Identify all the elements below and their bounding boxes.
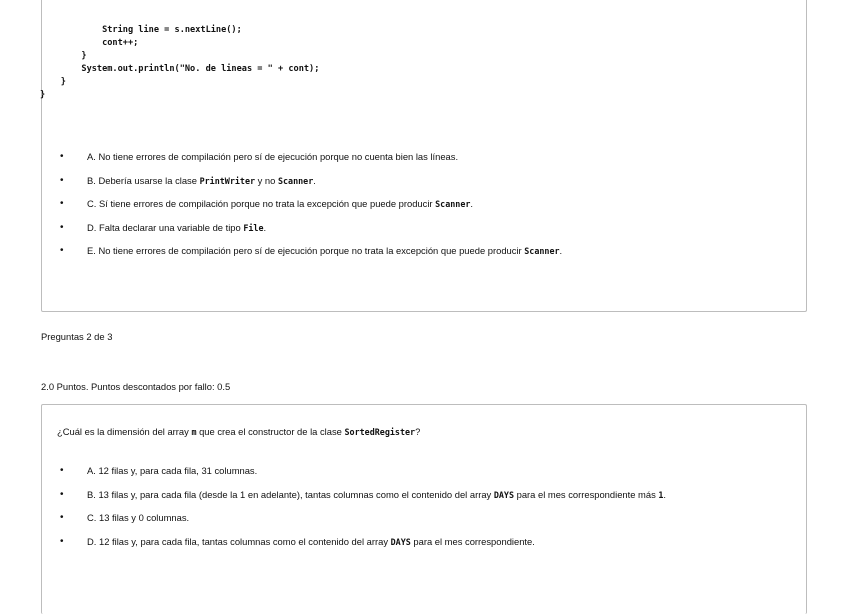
answer-option-b[interactable] [42, 175, 802, 199]
option-text: C. Sí tiene errores de compilación porque no trata la excepción que puede producir Scanner. [87, 198, 474, 209]
answer-option-a[interactable] [42, 151, 802, 175]
answer-option-c[interactable] [42, 198, 802, 222]
answer-option-e[interactable] [42, 245, 802, 269]
answer-option-a[interactable] [42, 465, 802, 489]
answer-option-b[interactable] [42, 489, 802, 513]
option-text: E. No tiene errores de compilación pero sí de ejecución porque no trata la excepción que puede producir Scanner. [87, 245, 563, 256]
option-text: A. 12 filas y, para cada fila, 31 columnas. [87, 465, 258, 476]
bullet-icon: • [60, 221, 64, 233]
answer-option-d[interactable] [42, 222, 802, 246]
bullet-icon: • [60, 488, 64, 500]
bullet-icon: • [60, 174, 64, 186]
answer-options-q2 [42, 465, 802, 559]
bullet-icon: • [60, 465, 64, 476]
question-2-panel [41, 404, 807, 614]
question-stem: ¿Cuál es la dimensión del array m que crea el constructor de la clase SortedRegister? [57, 426, 421, 437]
code-line: } [40, 51, 87, 61]
option-text: B. 13 filas y, para cada fila (desde la 1 en adelante), tantas columnas como el contenido del array DAYS para el mes correspondiente más 1. [87, 488, 667, 500]
question-1-panel [41, 0, 807, 312]
bullet-icon: • [60, 245, 64, 256]
code-line: } [40, 90, 46, 100]
option-text: D. 12 filas y, para cada fila, tantas columnas como el contenido del array DAYS para el mes correspondiente. [87, 535, 535, 547]
points-info: 2.0 Puntos. Puntos descontados por fallo: 0.5 [41, 381, 231, 392]
code-snippet [40, 24, 319, 102]
question-progress: Preguntas 2 de 3 [41, 331, 113, 342]
code-line: } [40, 77, 66, 87]
bullet-icon: • [60, 512, 64, 523]
answer-options-q1 [42, 151, 802, 269]
code-line: String line = s.nextLine(); [40, 25, 242, 35]
option-text: C. 13 filas y 0 columnas. [87, 512, 190, 523]
bullet-icon: • [60, 535, 64, 547]
option-text: A. No tiene errores de compilación pero sí de ejecución porque no cuenta bien las líneas. [87, 151, 459, 162]
bullet-icon: • [60, 151, 64, 162]
code-line: System.out.println("No. de lineas = " + cont); [40, 64, 320, 74]
bullet-icon: • [60, 198, 64, 209]
option-text: B. Debería usarse la clase PrintWriter y no Scanner. [87, 174, 316, 186]
answer-option-c[interactable] [42, 512, 802, 536]
code-line: cont++; [40, 38, 139, 48]
answer-option-d[interactable] [42, 536, 802, 560]
option-text: D. Falta declarar una variable de tipo File. [87, 221, 267, 233]
